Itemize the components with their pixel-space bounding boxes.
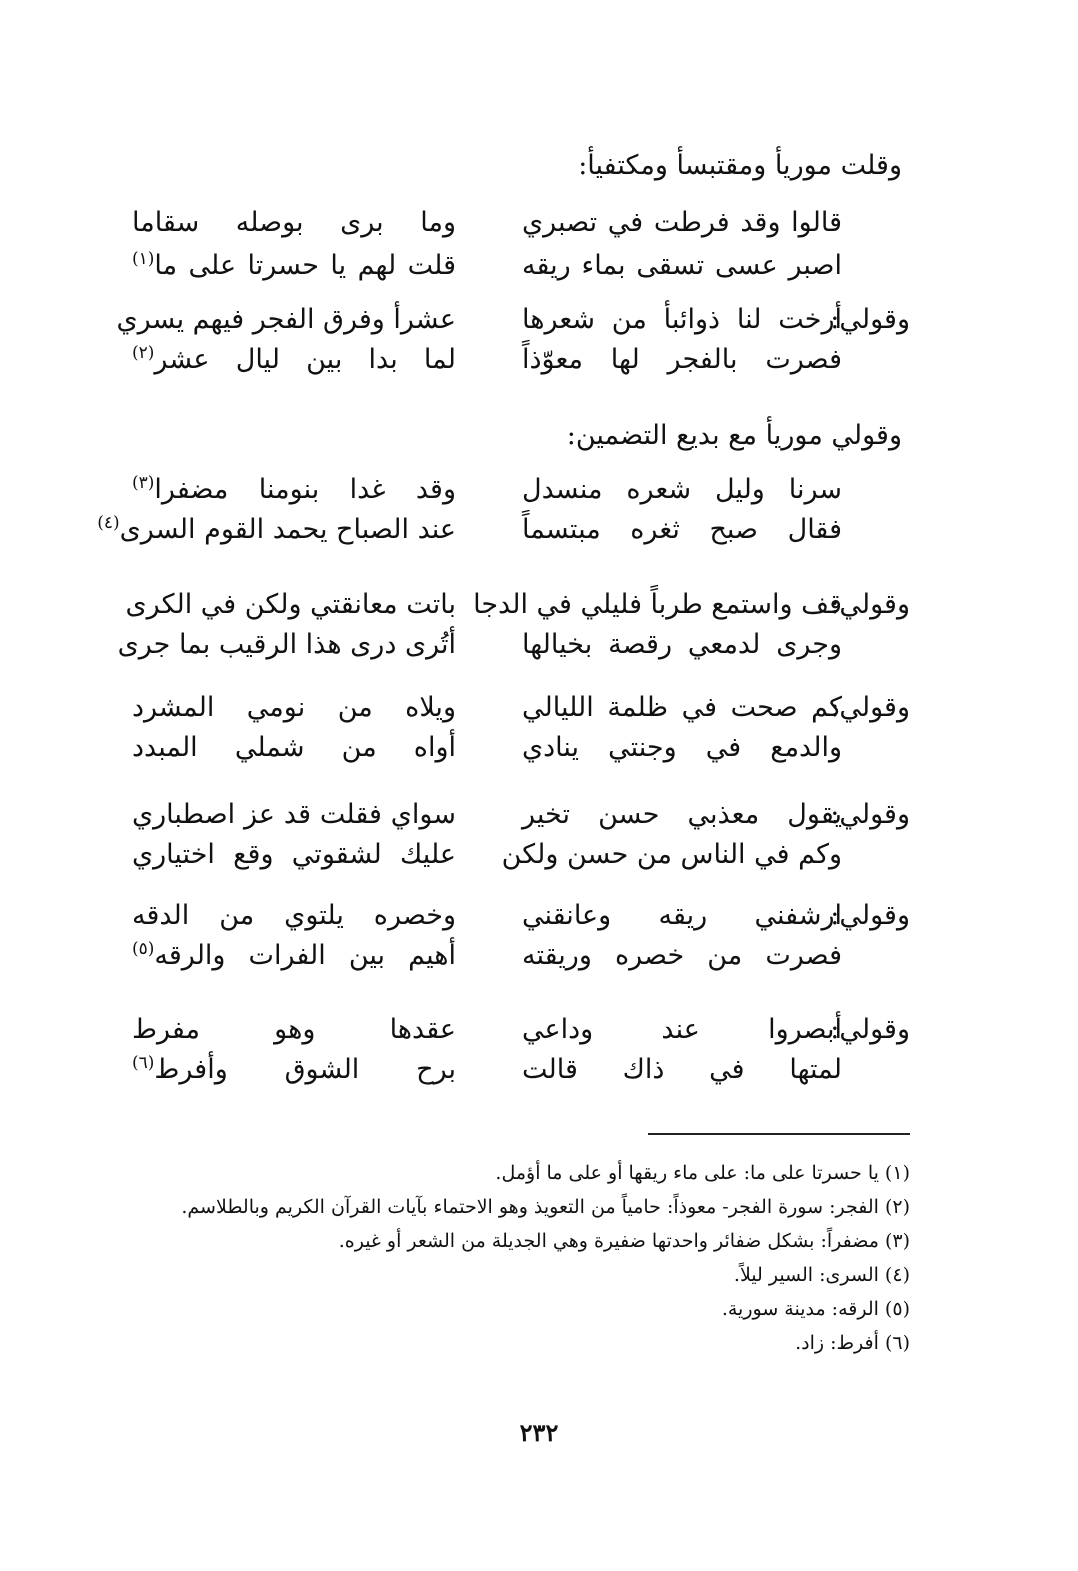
ajuz-text: لما بدا بين ليال عشر <box>154 344 456 375</box>
sadr-hemistich: يقول معذبي حسن تخير <box>522 799 842 830</box>
sadr-hemistich: أبصروا عند وداعي <box>522 1014 842 1045</box>
sadr-hemistich: وكم في الناس من حسن ولكن <box>501 839 842 870</box>
ajuz-hemistich: وخصره يلتوي من الدقه <box>132 900 456 931</box>
poem-block <box>120 795 910 885</box>
ajuz-text: عند الصباح يحمد القوم السرى <box>119 514 456 545</box>
sadr-hemistich: سرنا وليل شعره منسدل <box>522 474 842 505</box>
ajuz-text: قلت لهم يا حسرتا على ما <box>154 250 456 281</box>
footnote-mark: (٦) <box>132 1053 155 1073</box>
sadr-hemistich: فصرت من خصره وريقته <box>522 940 842 971</box>
footnotes <box>130 1160 910 1364</box>
footnote-mark: (١) <box>132 249 155 269</box>
ajuz-hemistich: ويلاه من نومي المشرد <box>132 692 456 723</box>
ajuz-hemistich <box>132 246 456 286</box>
ajuz-hemistich <box>97 510 456 550</box>
ajuz-hemistich: عليك لشقوتي وقع اختياري <box>132 839 456 870</box>
footnote-2: (٢) الفجر: سورة الفجر- معوذاً: حامياً من التعويذ وهو الاحتماء بآيات القرآن الكريم وبالطلاسم. <box>181 1196 910 1218</box>
ajuz-text: أهيم بين الفرات والرقه <box>154 940 456 971</box>
sadr-hemistich: فقال صبح ثغره مبتسماً <box>522 514 842 545</box>
sadr-hemistich: قف واستمع طرباً فليلي في الدجا <box>473 589 842 620</box>
intro-line-1: وقلت موريأ ومقتبسأ ومكتفيأ: <box>578 150 902 181</box>
footnote-separator <box>648 1133 910 1135</box>
verse-label: وقولي: <box>830 799 910 830</box>
verse-label: وقولي: <box>830 589 910 620</box>
footnote-3: (٣) مضفراً: بشكل ضفائر واحدتها ضفيرة وهي الجديلة من الشعر أو غيره. <box>338 1230 910 1252</box>
verse-label: وقولي: <box>830 900 910 931</box>
poem-block <box>117 585 910 675</box>
verse-label: وقولي: <box>830 1014 910 1045</box>
ajuz-hemistich: سواي فقلت قد عز اصطباري <box>132 799 456 830</box>
ajuz-hemistich <box>132 470 456 510</box>
ajuz-hemistich <box>132 340 456 380</box>
footnote-mark: (٤) <box>97 513 120 533</box>
sadr-hemistich: كم صحت في ظلمة الليالي <box>522 692 842 723</box>
verse-label: وقولي: <box>830 692 910 723</box>
sadr-hemistich: اصبر عسى تسقى بماء ريقه <box>522 250 842 281</box>
verse-label: وقولي: <box>830 304 910 335</box>
footnote-4: (٤) السرى: السير ليلاً. <box>733 1264 910 1286</box>
poem-block <box>116 300 910 390</box>
ajuz-text: وقد غدا بنومنا مضفرا <box>154 474 456 505</box>
intro-line-2: وقولي موريأ مع بديع التضمين: <box>566 420 902 451</box>
ajuz-hemistich: وما برى بوصله سقاما <box>132 207 456 238</box>
sadr-hemistich: أرخت لنا ذوائبأ من شعرها <box>522 304 842 335</box>
sadr-hemistich: والدمع في وجنتي ينادي <box>522 732 842 763</box>
footnote-mark: (٥) <box>132 939 155 959</box>
sadr-hemistich: وجرى لدمعي رقصة بخيالها <box>522 629 842 660</box>
footnote-mark: (٢) <box>132 343 155 363</box>
poem-block <box>120 203 910 293</box>
ajuz-hemistich: باتت معانقتي ولكن في الكرى <box>125 589 456 620</box>
ajuz-hemistich <box>132 936 456 976</box>
sadr-hemistich: قالوا وقد فرطت في تصبري <box>522 207 842 238</box>
sadr-hemistich: لمتها في ذاك قالت <box>522 1054 842 1085</box>
ajuz-hemistich: عشرأ وفرق الفجر فيهم يسري <box>116 304 456 335</box>
sadr-hemistich: فصرت بالفجر لها معوّذاً <box>522 344 842 375</box>
poem-block <box>120 1010 910 1100</box>
page-number: ٢٣٢ <box>519 1418 559 1447</box>
footnote-6: (٦) أفرط: زاد. <box>795 1332 910 1354</box>
poem-block <box>97 470 910 560</box>
ajuz-hemistich: أواه من شملي المبدد <box>132 732 456 763</box>
ajuz-hemistich: عقدها وهو مفرط <box>132 1014 456 1045</box>
sadr-hemistich: ارشفني ريقه وعانقني <box>522 900 842 931</box>
ajuz-text: برح الشوق وأفرط <box>154 1054 456 1085</box>
footnote-mark: (٣) <box>132 473 155 493</box>
footnote-5: (٥) الرقه: مدينة سورية. <box>721 1298 910 1320</box>
footnote-1: (١) يا حسرتا على ما: على ماء ريقها أو على ما أؤمل. <box>495 1162 910 1184</box>
poem-block <box>120 896 910 986</box>
ajuz-hemistich: أتُرى درى هذا الرقيب بما جرى <box>117 629 456 660</box>
poem-block <box>120 688 910 778</box>
ajuz-hemistich <box>132 1050 456 1090</box>
